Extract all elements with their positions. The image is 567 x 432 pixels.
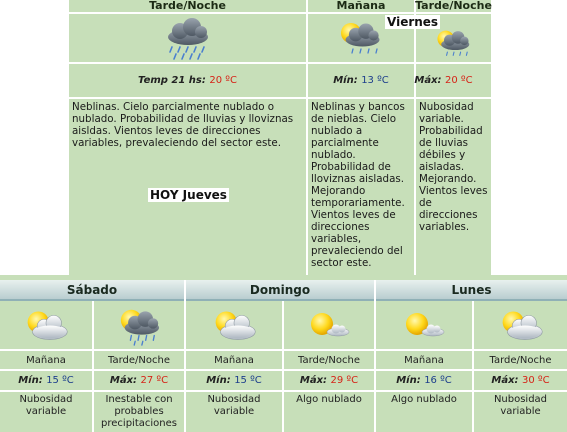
sun-cloud-drizzle-icon (416, 24, 491, 62)
today-temp-label: Temp 21 hs (138, 75, 202, 86)
friday-evening-period-header: Tarde/Noche (415, 0, 492, 12)
sat-morning-temp: Mín : 15 ºC (18, 375, 74, 386)
today-period-header: Tarde/Noche (149, 0, 226, 12)
mon-evening-period: Tarde/Noche (489, 354, 552, 366)
today-temp: Temp 21 hs : 20 ºC (138, 75, 237, 86)
mon-evening-description: Nubosidad variable (493, 394, 548, 417)
friday-day-label: Viernes (387, 15, 439, 29)
today-temp-value: 20 ºC (209, 75, 237, 86)
friday-morning-temp-value: 13 ºC (361, 75, 389, 86)
friday-evening-temp-label: Máx (414, 75, 438, 86)
today-day-label: HOY Jueves (150, 188, 227, 202)
sat-evening-temp: Máx : 27 ºC (109, 375, 169, 386)
friday-morning-period-header: Mañana (336, 0, 386, 12)
sun-morning-description: Nubosidad variable (207, 394, 261, 417)
day-header-monday: Lunes (376, 280, 567, 301)
friday-evening-description: Nubosidad variable. Probabilidad de lluvias débiles y aisladas. Mejorando. Vientos leves de direcciones variables. (419, 101, 488, 233)
mon-morning-period: Mañana (404, 354, 444, 366)
sun-morning-temp: Mín : 15 ºC (206, 375, 262, 386)
friday-morning-description: Neblinas y bancos de nieblas. Cielo nublado a parcialmente nublado. Probabilidad de lloviznas aisladas. Mejorando temporariamente. Vientos leves de direcciones variables, prevaleciendo del sector este. (311, 101, 405, 269)
friday-evening-temp-value: 20 ºC (445, 75, 473, 86)
sat-morning-description: Nubosidad variable (19, 394, 73, 417)
mon-evening-temp: Máx : 30 ºC (491, 375, 550, 386)
friday-morning-temp: Mín : 13 ºC (333, 75, 389, 86)
sat-evening-period: Tarde/Noche (108, 354, 170, 366)
sat-morning-period: Mañana (26, 354, 66, 366)
sun-cloud-icon (186, 303, 282, 349)
mon-morning-temp: Mín : 16 ºC (396, 375, 452, 386)
friday-evening-temp: Máx : 20 ºC (414, 75, 473, 86)
sun-evening-description: Algo nublado (296, 394, 362, 405)
sat-evening-description: Inestable con probables precipitaciones (101, 394, 177, 429)
day-header-saturday: Sábado (0, 280, 184, 301)
sun-cloud-rain-icon (94, 303, 184, 349)
today-description: Neblinas. Cielo parcialmente nublado o nublado. Probabilidad de lluvias y lloviznas aisldas. Vientos leves de direcciones variables, prevaleciendo del sector este. (72, 101, 294, 149)
sun-small-cloud-icon (284, 303, 374, 349)
sun-cloud-icon (474, 303, 567, 349)
sun-evening-temp: Máx : 29 ºC (299, 375, 359, 386)
mon-morning-description: Algo nublado (391, 394, 457, 405)
sun-small-cloud-icon (376, 303, 472, 349)
sun-evening-period: Tarde/Noche (298, 354, 360, 366)
sun-cloud-icon (0, 303, 92, 349)
rain-cloud-icon (69, 14, 306, 62)
friday-morning-temp-label: Mín (333, 75, 354, 86)
day-header-sunday: Domingo (186, 280, 374, 301)
sun-morning-period: Mañana (214, 354, 254, 366)
